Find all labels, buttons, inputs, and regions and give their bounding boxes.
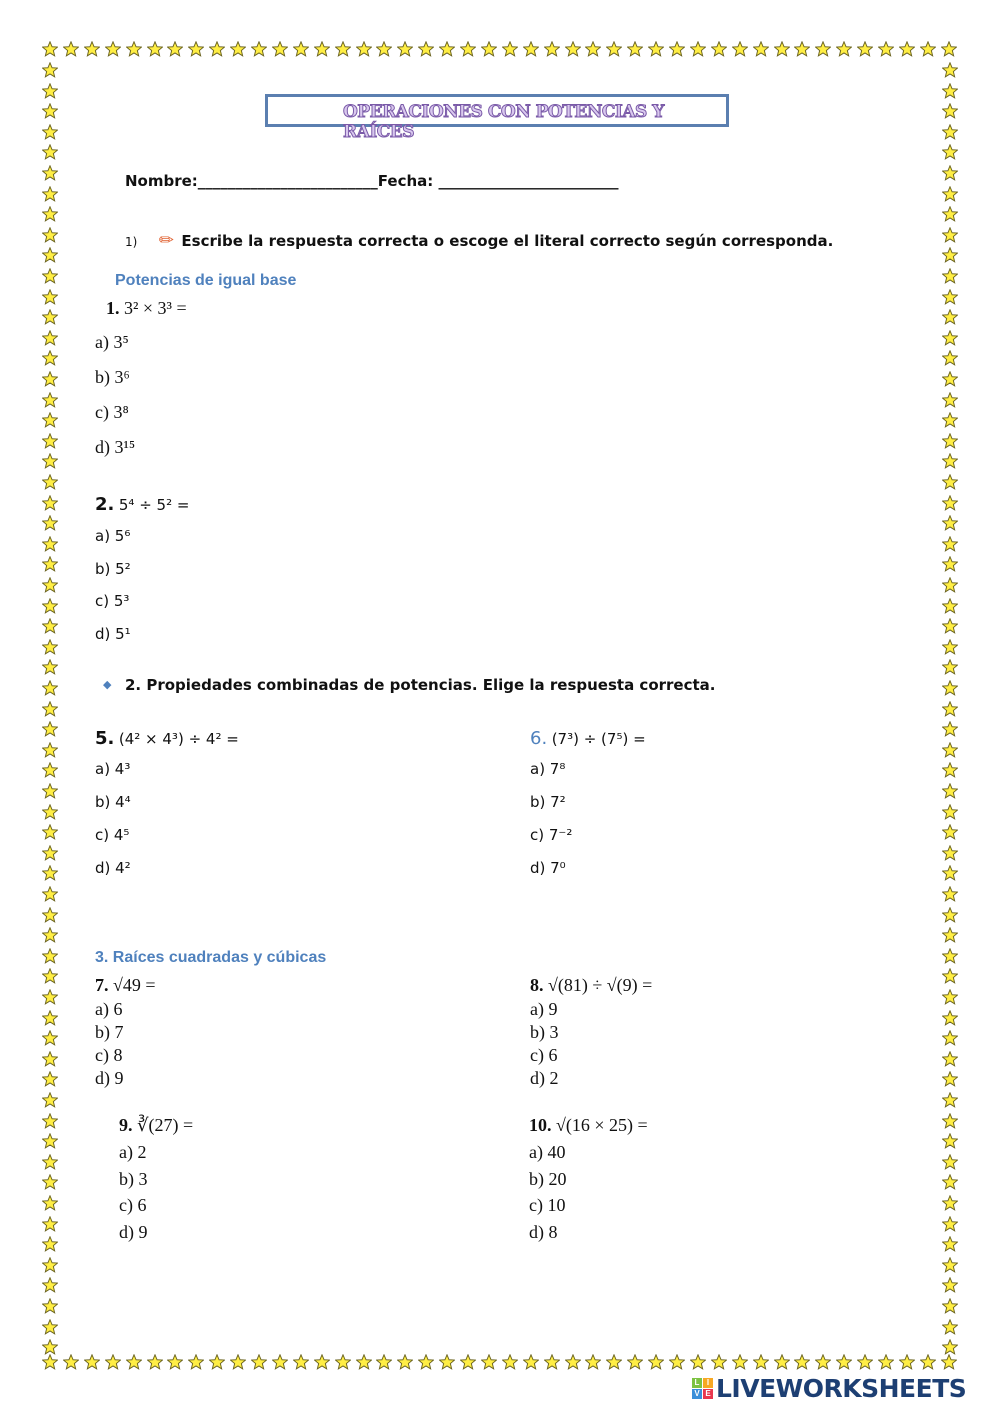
- answer-option[interactable]: a) 5⁶: [95, 527, 131, 545]
- star-icon: [42, 1354, 58, 1370]
- star-icon: [126, 41, 142, 57]
- star-icon: [460, 1354, 476, 1370]
- star-icon: [606, 41, 622, 57]
- star-icon: [942, 227, 958, 243]
- star-icon: [774, 1354, 790, 1370]
- star-icon: [942, 268, 958, 284]
- star-icon: [565, 1354, 581, 1370]
- star-icon: [272, 1354, 288, 1370]
- q-num: 6.: [530, 728, 548, 749]
- star-icon: [356, 41, 372, 57]
- star-icon: [42, 371, 58, 387]
- q-expr: ∛(27) =: [137, 1115, 194, 1135]
- star-icon: [42, 186, 58, 202]
- question-2: [95, 494, 189, 515]
- star-icon: [147, 1354, 163, 1370]
- star-icon: [523, 1354, 539, 1370]
- star-icon: [42, 1195, 58, 1211]
- star-icon: [942, 1257, 958, 1273]
- star-icon: [188, 1354, 204, 1370]
- section2-heading: 2. Propiedades combinadas de potencias. Elige la respuesta correcta.: [125, 676, 716, 694]
- star-icon: [376, 1354, 392, 1370]
- star-icon: [942, 701, 958, 717]
- star-icon: [942, 1277, 958, 1293]
- star-icon: [42, 804, 58, 820]
- star-icon: [42, 659, 58, 675]
- q-num: 10.: [529, 1115, 552, 1135]
- answer-option[interactable]: b) 7: [95, 1022, 124, 1042]
- star-icon: [942, 1133, 958, 1149]
- star-icon: [42, 1092, 58, 1108]
- star-icon: [942, 598, 958, 614]
- star-icon: [942, 309, 958, 325]
- answer-option[interactable]: c) 7⁻²: [530, 826, 573, 844]
- star-icon: [42, 330, 58, 346]
- star-icon: [105, 41, 121, 57]
- star-icon: [942, 845, 958, 861]
- question-5: [95, 728, 239, 749]
- question-7: [95, 975, 156, 996]
- question-8: [530, 975, 652, 996]
- star-icon: [251, 41, 267, 57]
- instruction-number: 1): [125, 235, 138, 249]
- answer-option[interactable]: b) 7²: [530, 793, 566, 811]
- star-icon: [42, 41, 58, 57]
- star-icon: [335, 41, 351, 57]
- page-title: OPERACIONES CON POTENCIAS Y RAÍCES: [343, 102, 664, 142]
- star-icon: [42, 598, 58, 614]
- q-num: 1.: [106, 298, 120, 318]
- star-icon: [669, 1354, 685, 1370]
- star-icon: [774, 41, 790, 57]
- star-icon: [942, 989, 958, 1005]
- star-icon: [815, 1354, 831, 1370]
- star-icon: [942, 1216, 958, 1232]
- answer-option[interactable]: d) 7⁰: [530, 859, 566, 877]
- star-icon: [147, 41, 163, 57]
- star-icon: [209, 41, 225, 57]
- star-icon: [942, 618, 958, 634]
- star-icon: [753, 1354, 769, 1370]
- name-field[interactable]: Nombre:________________________: [125, 172, 378, 190]
- star-icon: [942, 1010, 958, 1026]
- answer-option[interactable]: d) 4²: [95, 859, 131, 877]
- star-icon: [942, 742, 958, 758]
- answer-option[interactable]: c) 6: [530, 1045, 558, 1065]
- star-icon: [42, 680, 58, 696]
- section3-heading: 3. Raíces cuadradas y cúbicas: [95, 949, 327, 966]
- title-box: [265, 94, 729, 142]
- star-icon: [942, 453, 958, 469]
- star-icon: [397, 1354, 413, 1370]
- star-icon: [42, 762, 58, 778]
- logo-blocks: L I V E: [692, 1378, 713, 1399]
- star-icon: [920, 41, 936, 57]
- star-icon: [942, 103, 958, 119]
- star-icon: [105, 1354, 121, 1370]
- q-num: 9.: [119, 1115, 133, 1135]
- star-icon: [942, 1174, 958, 1190]
- star-icon: [942, 165, 958, 181]
- star-icon: [42, 103, 58, 119]
- star-icon: [42, 1030, 58, 1046]
- star-icon: [42, 392, 58, 408]
- answer-option[interactable]: c) 8: [95, 1045, 123, 1065]
- star-icon: [397, 41, 413, 57]
- star-icon: [942, 1030, 958, 1046]
- star-icon: [942, 1236, 958, 1252]
- star-icon: [42, 639, 58, 655]
- question-9: [119, 1115, 193, 1136]
- star-icon: [942, 1339, 958, 1355]
- answer-option[interactable]: a) 6: [95, 999, 123, 1019]
- star-icon: [794, 41, 810, 57]
- star-icon: [942, 62, 958, 78]
- star-icon: [42, 1298, 58, 1314]
- star-icon: [941, 1354, 957, 1370]
- star-icon: [942, 412, 958, 428]
- q-num: 2.: [95, 494, 115, 515]
- star-icon: [418, 1354, 434, 1370]
- star-icon: [230, 41, 246, 57]
- star-icon: [942, 83, 958, 99]
- q-expr: √49 =: [113, 975, 156, 995]
- pencil-icon: ✏: [158, 230, 174, 250]
- answer-option[interactable]: c) 10: [529, 1195, 566, 1215]
- star-icon: [42, 927, 58, 943]
- bullet-icon: ◆: [103, 679, 112, 691]
- question-1: [106, 298, 187, 319]
- star-icon: [63, 1354, 79, 1370]
- star-icon: [942, 289, 958, 305]
- star-icon: [42, 618, 58, 634]
- star-icon: [857, 41, 873, 57]
- star-icon: [502, 1354, 518, 1370]
- star-icon: [942, 350, 958, 366]
- star-icon: [335, 1354, 351, 1370]
- star-icon: [942, 1092, 958, 1108]
- star-icon: [942, 948, 958, 964]
- answer-option[interactable]: b) 3⁶: [95, 367, 130, 387]
- star-icon: [42, 1113, 58, 1129]
- question-10: [529, 1115, 648, 1136]
- star-icon: [481, 1354, 497, 1370]
- star-icon: [460, 41, 476, 57]
- star-icon: [167, 1354, 183, 1370]
- answer-option[interactable]: a) 2: [119, 1142, 147, 1162]
- star-icon: [565, 41, 581, 57]
- answer-option[interactable]: b) 3: [119, 1168, 148, 1189]
- q-num: 5.: [95, 728, 115, 749]
- answer-option[interactable]: a) 4³: [95, 760, 131, 778]
- star-icon: [523, 41, 539, 57]
- star-icon: [481, 41, 497, 57]
- star-icon: [942, 330, 958, 346]
- answer-option[interactable]: d) 9: [119, 1221, 148, 1242]
- q-expr: √(16 × 25) =: [556, 1115, 648, 1135]
- section1-heading: Potencias de igual base: [115, 272, 297, 289]
- star-icon: [42, 1236, 58, 1252]
- answer-option[interactable]: c) 5³: [95, 592, 130, 610]
- answer-option[interactable]: d) 9: [95, 1068, 124, 1088]
- star-icon: [942, 433, 958, 449]
- star-icon: [42, 1277, 58, 1293]
- star-icon: [42, 907, 58, 923]
- star-icon: [42, 1071, 58, 1087]
- star-icon: [585, 41, 601, 57]
- star-icon: [42, 309, 58, 325]
- instruction: [125, 230, 833, 251]
- q-expr: (7³) ÷ (7⁵) =: [551, 730, 646, 748]
- star-icon: [42, 701, 58, 717]
- star-icon: [942, 536, 958, 552]
- star-icon: [314, 41, 330, 57]
- star-icon: [42, 886, 58, 902]
- star-icon: [878, 41, 894, 57]
- star-icon: [42, 495, 58, 511]
- star-icon: [711, 1354, 727, 1370]
- star-icon: [439, 1354, 455, 1370]
- star-icon: [544, 1354, 560, 1370]
- star-icon: [732, 41, 748, 57]
- star-icon: [42, 247, 58, 263]
- liveworksheets-logo: [692, 1374, 966, 1403]
- star-icon: [606, 1354, 622, 1370]
- star-icon: [942, 659, 958, 675]
- star-icon: [42, 536, 58, 552]
- star-icon: [188, 41, 204, 57]
- star-icon: [42, 144, 58, 160]
- star-icon: [376, 41, 392, 57]
- star-icon: [941, 41, 957, 57]
- star-icon: [42, 1319, 58, 1335]
- star-icon: [942, 1113, 958, 1129]
- star-icon: [42, 165, 58, 181]
- star-icon: [942, 680, 958, 696]
- q-num: 7.: [95, 975, 109, 995]
- answer-option[interactable]: c) 4⁵: [95, 826, 130, 844]
- star-icon: [878, 1354, 894, 1370]
- star-icon: [230, 1354, 246, 1370]
- star-icon: [942, 474, 958, 490]
- star-icon: [690, 41, 706, 57]
- answer-option[interactable]: a) 7⁸: [530, 760, 566, 778]
- star-icon: [942, 495, 958, 511]
- q-expr: √(81) ÷ √(9) =: [548, 975, 653, 995]
- star-icon: [942, 824, 958, 840]
- star-icon: [942, 1051, 958, 1067]
- instruction-text: Escribe la respuesta correcta o escoge el literal correcto según corresponda.: [181, 232, 834, 250]
- star-icon: [942, 1298, 958, 1314]
- star-icon: [42, 433, 58, 449]
- star-icon: [627, 1354, 643, 1370]
- star-icon: [942, 1319, 958, 1335]
- star-icon: [942, 762, 958, 778]
- star-icon: [942, 783, 958, 799]
- star-icon: [42, 845, 58, 861]
- star-icon: [942, 577, 958, 593]
- star-icon: [42, 474, 58, 490]
- star-icon: [42, 742, 58, 758]
- answer-option[interactable]: d) 5¹: [95, 624, 131, 643]
- star-icon: [42, 721, 58, 737]
- q-expr: 5⁴ ÷ 5² =: [118, 496, 190, 514]
- star-icon: [669, 41, 685, 57]
- star-icon: [42, 783, 58, 799]
- star-icon: [42, 206, 58, 222]
- star-icon: [942, 515, 958, 531]
- name-date-line: [125, 172, 619, 190]
- star-icon: [648, 1354, 664, 1370]
- star-icon: [942, 1154, 958, 1170]
- logo-text: LIVEWORKSHEETS: [716, 1374, 967, 1403]
- answer-option[interactable]: d) 8: [529, 1221, 558, 1242]
- answer-option[interactable]: a) 40: [529, 1142, 566, 1162]
- star-icon: [815, 41, 831, 57]
- star-icon: [293, 1354, 309, 1370]
- star-icon: [42, 83, 58, 99]
- star-icon: [942, 186, 958, 202]
- star-icon: [272, 41, 288, 57]
- star-icon: [42, 577, 58, 593]
- star-icon: [899, 41, 915, 57]
- date-field[interactable]: Fecha: ________________________: [377, 172, 619, 190]
- star-icon: [942, 1195, 958, 1211]
- star-icon: [167, 41, 183, 57]
- star-icon: [920, 1354, 936, 1370]
- star-icon: [84, 1354, 100, 1370]
- answer-option[interactable]: c) 6: [119, 1195, 147, 1215]
- star-icon: [42, 1339, 58, 1355]
- answer-option[interactable]: a) 3⁵: [95, 332, 129, 352]
- star-icon: [356, 1354, 372, 1370]
- star-icon: [942, 804, 958, 820]
- question-6: [530, 728, 646, 749]
- answer-option[interactable]: d) 2: [530, 1068, 559, 1088]
- star-icon: [42, 268, 58, 284]
- star-icon: [42, 1051, 58, 1067]
- star-icon: [857, 1354, 873, 1370]
- star-icon: [439, 41, 455, 57]
- star-icon: [63, 41, 79, 57]
- star-icon: [942, 886, 958, 902]
- answer-option[interactable]: b) 5²: [95, 559, 131, 578]
- answer-option[interactable]: c) 3⁸: [95, 402, 129, 422]
- star-icon: [418, 41, 434, 57]
- star-icon: [42, 124, 58, 140]
- star-icon: [753, 41, 769, 57]
- star-icon: [627, 41, 643, 57]
- star-icon: [42, 1154, 58, 1170]
- star-icon: [42, 556, 58, 572]
- star-icon: [293, 41, 309, 57]
- star-icon: [42, 515, 58, 531]
- star-icon: [585, 1354, 601, 1370]
- star-icon: [42, 1174, 58, 1190]
- star-icon: [942, 639, 958, 655]
- star-icon: [942, 907, 958, 923]
- q-expr: (4² × 4³) ÷ 4² =: [118, 730, 239, 748]
- star-icon: [942, 927, 958, 943]
- star-icon: [42, 453, 58, 469]
- q-expr: 3² × 3³ =: [124, 298, 187, 318]
- answer-option[interactable]: b) 20: [529, 1168, 567, 1189]
- star-icon: [836, 1354, 852, 1370]
- star-icon: [732, 1354, 748, 1370]
- star-icon: [942, 721, 958, 737]
- q-num: 8.: [530, 975, 544, 995]
- star-icon: [314, 1354, 330, 1370]
- star-icon: [942, 865, 958, 881]
- star-icon: [126, 1354, 142, 1370]
- star-icon: [942, 144, 958, 160]
- star-icon: [942, 968, 958, 984]
- star-icon: [942, 124, 958, 140]
- star-icon: [942, 371, 958, 387]
- star-icon: [42, 968, 58, 984]
- answer-option[interactable]: d) 3¹⁵: [95, 437, 136, 457]
- star-icon: [42, 1133, 58, 1149]
- star-icon: [899, 1354, 915, 1370]
- star-icon: [42, 289, 58, 305]
- star-icon: [690, 1354, 706, 1370]
- answer-option[interactable]: a) 9: [530, 999, 558, 1019]
- star-icon: [42, 1216, 58, 1232]
- star-icon: [942, 1071, 958, 1087]
- star-icon: [42, 989, 58, 1005]
- star-icon: [42, 412, 58, 428]
- star-icon: [42, 824, 58, 840]
- star-icon: [942, 392, 958, 408]
- star-icon: [836, 41, 852, 57]
- star-icon: [251, 1354, 267, 1370]
- star-icon: [42, 1257, 58, 1273]
- star-icon: [502, 41, 518, 57]
- star-icon: [544, 41, 560, 57]
- star-icon: [42, 62, 58, 78]
- star-icon: [942, 247, 958, 263]
- star-icon: [209, 1354, 225, 1370]
- star-icon: [942, 556, 958, 572]
- star-icon: [42, 1010, 58, 1026]
- answer-option[interactable]: b) 3: [530, 1022, 559, 1042]
- star-icon: [84, 41, 100, 57]
- star-icon: [794, 1354, 810, 1370]
- star-icon: [42, 227, 58, 243]
- star-icon: [711, 41, 727, 57]
- star-icon: [648, 41, 664, 57]
- star-icon: [42, 865, 58, 881]
- star-icon: [42, 948, 58, 964]
- star-icon: [42, 350, 58, 366]
- answer-option[interactable]: b) 4⁴: [95, 793, 131, 811]
- star-icon: [942, 206, 958, 222]
